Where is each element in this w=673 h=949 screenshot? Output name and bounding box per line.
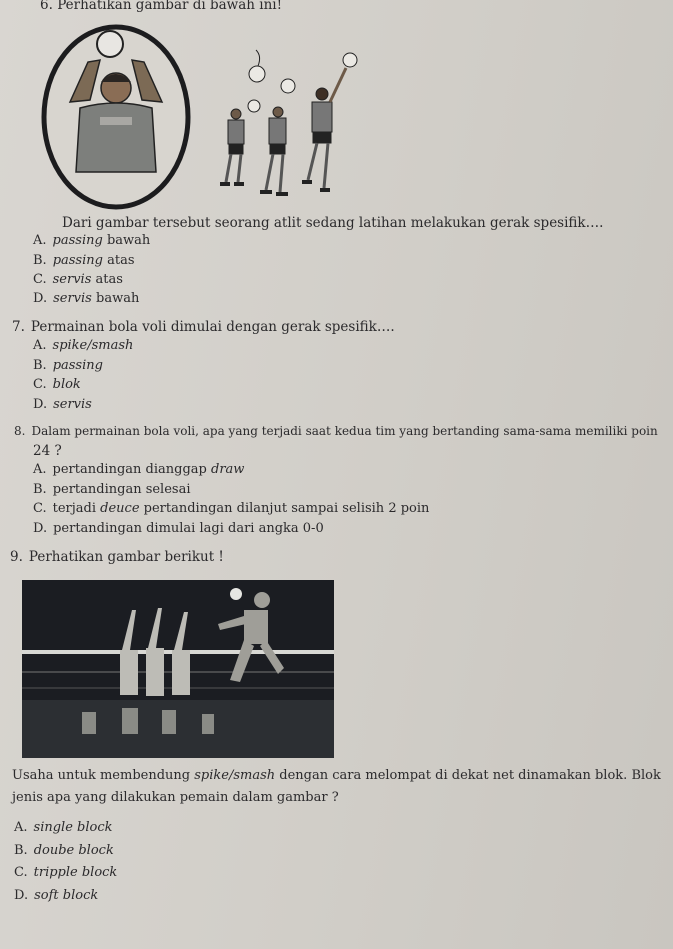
q6-option-a[interactable]: A. passing bawah (33, 233, 151, 248)
q9-stem: Usaha untuk membendung spike/smash dengan cara melompat di dekat net dinamakan blok. Blok (12, 768, 661, 783)
q9-option-c[interactable]: C. tripple block (14, 865, 118, 880)
q7-option-c[interactable]: C. blok (33, 377, 81, 392)
q8-option-c[interactable]: C. terjadi deuce pertandingan dilanjut sampai selisih 2 poin (33, 501, 430, 516)
q6-heading (40, 0, 282, 13)
q6-option-d[interactable]: D. servis bawah (33, 291, 140, 306)
q6-option-b[interactable]: B. passing atas (33, 253, 135, 268)
q7-stem: 7. Permainan bola voli dimulai dengan gerak spesifik…. (12, 319, 395, 335)
q8-option-d[interactable]: D. pertandingan dimulai lagi dari angka 0-0 (33, 521, 324, 536)
q8-stem-line2: 24 ? (33, 443, 62, 459)
player-sequence (220, 50, 357, 194)
block-photo (22, 580, 334, 758)
q9-option-a[interactable]: A. single block (14, 820, 113, 835)
q7-option-d[interactable]: D. servis (33, 397, 92, 412)
q9-option-b[interactable]: B. doube block (14, 843, 114, 858)
q9-heading: 9. Perhatikan gambar berikut ! (10, 549, 224, 565)
q6-option-c[interactable]: C. servis atas (33, 272, 123, 287)
q6-stem: Dari gambar tersebut seorang atlit sedang latihan melakukan gerak spesifik…. (62, 215, 604, 231)
q7-option-b[interactable]: B. passing (33, 358, 103, 373)
q7-option-a[interactable]: A. spike/smash (33, 338, 134, 353)
q8-option-a[interactable]: A. pertandingan dianggap draw (33, 462, 245, 477)
q9-option-d[interactable]: D. soft block (14, 888, 99, 903)
q8-option-b[interactable]: B. pertandingan selesai (33, 482, 191, 497)
q8-stem: 8. Dalam permainan bola voli, apa yang terjadi saat kedua tim yang bertanding sama-sama memiliki poin (14, 424, 658, 438)
q6-number: 6. (40, 0, 53, 13)
ball-icon (97, 31, 123, 57)
passing-illustration (40, 22, 370, 212)
q9-stem-line2: jenis apa yang dilakukan pemain dalam gambar ? (12, 790, 339, 805)
q6-heading-text: Perhatikan gambar di bawah ini! (57, 0, 283, 13)
